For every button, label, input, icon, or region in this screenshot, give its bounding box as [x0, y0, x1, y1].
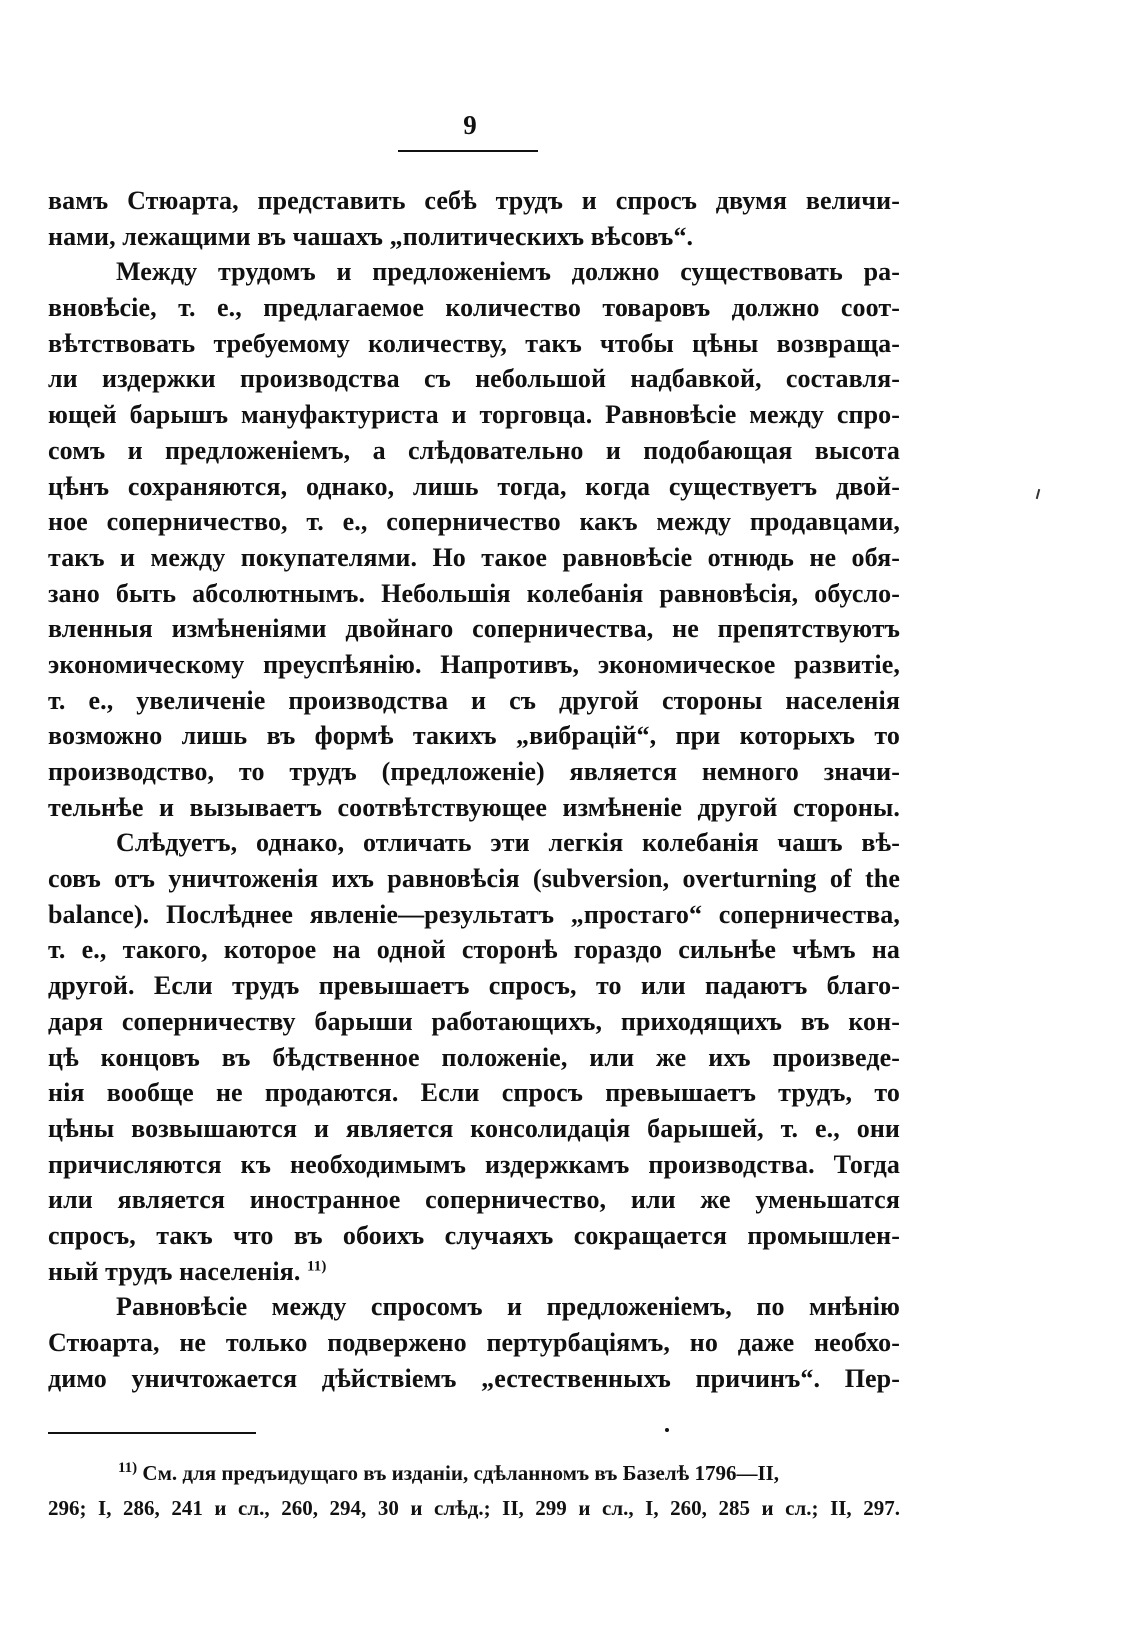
text-line: вѣтствовать требуемому количеству, такъ чтобы цѣны возвраща-	[48, 328, 900, 358]
text-line	[48, 1254, 900, 1290]
text-line: вленныя измѣненіями двойнаго соперничества, не препятствуютъ	[48, 614, 900, 644]
footnote-line: 296; I, 286, 241 и сл., 260, 294, 30 и слѣд.; II, 299 и сл., I, 260, 285 и сл.; II, 297.	[48, 1496, 900, 1520]
text-line: т. е., увеличеніе производства и съ другой стороны населенія	[48, 685, 900, 715]
page-number-rule	[398, 150, 538, 152]
text-line: Слѣдуетъ, однако, отличать эти легкія колебанія чашъ вѣ-	[116, 828, 900, 858]
margin-mark	[1036, 489, 1041, 499]
text-line: производство, то трудъ (предложеніе) является немного значи-	[48, 757, 900, 786]
footnote-marker: 11)	[118, 1460, 138, 1476]
text-line: нія вообще не продаются. Если спросъ превышаетъ трудъ, то	[48, 1078, 900, 1108]
text-line: Стюарта, не только подвержено пертурбаціямъ, но даже необхо-	[48, 1328, 900, 1357]
text-line: димо уничтожается дѣйствіемъ „естественныхъ причинъ“. Пер-	[48, 1363, 900, 1393]
footnote-text: См. для предъидущаго въ изданіи, сдѣланномъ въ Базелѣ 1796—II,	[142, 1461, 780, 1485]
text-line: ющей барышъ мануфактуриста и торговца. Равновѣсіе между спро-	[48, 400, 900, 430]
text-line: совъ отъ уничтоженія ихъ равновѣсія (subversion, overturning of the	[48, 864, 900, 894]
text-line: вновѣсіе, т. е., предлагаемое количество товаровъ должно соот-	[48, 293, 900, 323]
text-line: сомъ и предложеніемъ, а слѣдовательно и подобающая высота	[48, 435, 900, 465]
text-line: ли издержки производства съ небольшой надбавкой, составля-	[48, 364, 900, 394]
footnote-line	[48, 1456, 900, 1491]
footnote-reference: 11)	[307, 1257, 327, 1274]
footnotes	[48, 1456, 900, 1526]
text-line: Равновѣсіе между спросомъ и предложеніемъ, по мнѣнію	[116, 1292, 900, 1322]
text-line: причисляются къ необходимымъ издержкамъ производства. Тогда	[48, 1149, 900, 1179]
text-line: возможно лишь въ формѣ такихъ „вибрацій“, при которыхъ то	[48, 721, 900, 751]
text-line: или является иностранное соперничество, или же уменьшатся	[48, 1185, 900, 1215]
text-line: цѣнъ сохраняются, однако, лишь тогда, когда существуетъ двой-	[48, 471, 900, 501]
text-line: экономическому преуспѣянію. Напротивъ, экономическое развитіе,	[48, 649, 900, 679]
text-line: такъ и между покупателями. Но такое равновѣсіе отнюдь не обя-	[48, 542, 900, 572]
stray-dot-mark	[665, 1428, 669, 1432]
text-line: цѣ концовъ въ бѣдственное положеніе, или же ихъ произведе-	[48, 1042, 900, 1072]
text-line: тельнѣе и вызываетъ соотвѣтствующее измѣненіе другой стороны.	[48, 792, 900, 822]
text-line: Между трудомъ и предложеніемъ должно существовать ра-	[116, 257, 900, 287]
text-line: вамъ Стюарта, представить себѣ трудъ и спросъ двумя величи-	[48, 186, 900, 215]
text-line: спросъ, такъ что въ обоихъ случаяхъ сокращается промышлен-	[48, 1220, 900, 1250]
text-line-content: ный трудъ населенія.	[48, 1256, 301, 1286]
footnote-separator	[48, 1432, 256, 1434]
text-line: даря соперничеству барыши работающихъ, приходящихъ въ кон-	[48, 1006, 900, 1036]
text-line: т. е., такого, которое на одной сторонѣ гораздо сильнѣе чѣмъ на	[48, 935, 900, 965]
text-line: другой. Если трудъ превышаетъ спросъ, то или падаютъ благо-	[48, 971, 900, 1001]
text-line: balance). Послѣднее явленіе—результатъ „простаго“ соперничества,	[48, 899, 900, 929]
text-line: ное соперничество, т. е., соперничество какъ между продавцами,	[48, 507, 900, 537]
text-line: зано быть абсолютнымъ. Небольшія колебанія равновѣсія, обусло-	[48, 578, 900, 608]
text-line: цѣны возвышаются и является консолидація барышей, т. е., они	[48, 1113, 900, 1143]
text-line: нами, лежащими въ чашахъ „политическихъ вѣсовъ“.	[48, 221, 694, 251]
page-number: 9	[463, 110, 477, 140]
body-text	[48, 183, 900, 1396]
